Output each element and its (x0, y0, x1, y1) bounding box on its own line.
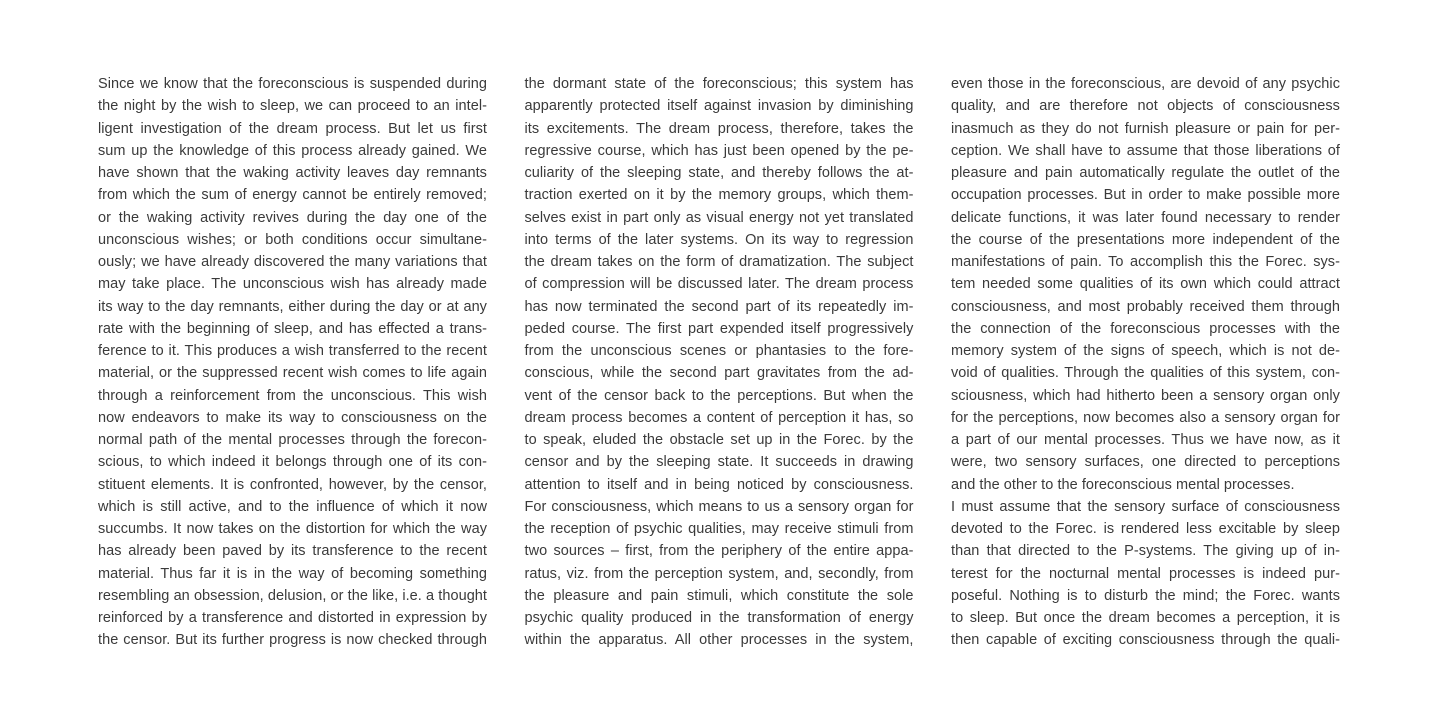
text-line: unconscious wishes; or both conditions occur simultane- (98, 231, 487, 248)
text-line: for the perceptions, now becomes also a sensory organ for (951, 409, 1340, 426)
text-line: succumbs. It now takes on the distortion for which the way (98, 521, 487, 537)
text-line: ligent investigation of the dream process. But let us first (98, 120, 487, 137)
text-line: normal path of the mental processes through the forecon- (98, 432, 487, 448)
text-line: the reception of psychic qualities, may receive stimuli from (524, 521, 914, 537)
text-line: memory system of the signs of speech, which is not de- (951, 343, 1340, 359)
text-line: dream process becomes a content of perception it has, so (524, 409, 914, 426)
text-line: vent of the censor back to the perceptions. But when the (524, 387, 914, 404)
text-line: terest for the nocturnal mental processes is indeed pur- (951, 565, 1340, 582)
text-line: I must assume that the sensory surface of consciousness (951, 498, 1340, 515)
text-line: to sleep. But once the dream becomes a perception, it is (951, 610, 1340, 626)
text-line: has now terminated the second part of its repeatedly im- (524, 298, 914, 315)
text-line: tem needed some qualities of its own which could attract (951, 276, 1340, 293)
text-line: ception. We shall have to assume that those liberations of (951, 142, 1340, 159)
text-line: from which the sum of energy cannot be entirely removed; (98, 187, 487, 204)
text-line: have shown that the waking activity leaves day remnants (98, 165, 487, 181)
text-line: ously; we have already discovered the many variations that (98, 254, 487, 270)
text-column-1 (98, 73, 487, 652)
text-line: even those in the foreconscious, are devoid of any psychic (951, 76, 1340, 92)
text-line: two sources – first, from the periphery of the entire appa- (524, 543, 914, 560)
text-line: delicate functions, it was later found necessary to render (951, 209, 1340, 226)
text-line: material, or the suppressed recent wish comes to life again (98, 365, 487, 382)
text-line: sum up the knowledge of this process already gained. We (98, 142, 487, 159)
text-line: Since we know that the foreconscious is suspended during (98, 76, 487, 92)
text-line: psychic quality produced in the transformation of energy (524, 610, 914, 626)
text-line: were, two sensory surfaces, one directed to perceptions (951, 454, 1340, 471)
text-line: regressive course, which has just been opened by the pe- (524, 142, 914, 159)
text-line: inasmuch as they do not furnish pleasure or pain for per- (951, 120, 1340, 137)
text-line: its way to the day remnants, either during the day or at any (98, 298, 487, 315)
text-line: stituent elements. It is confronted, however, by the censor, (98, 476, 487, 493)
text-line: of compression will be discussed later. The dream process (524, 276, 914, 293)
text-line: the course of the presentations more independent of the (951, 231, 1340, 248)
text-line: its excitements. The dream process, therefore, takes the (524, 120, 914, 137)
text-line: culiarity of the sleeping state, and thereby follows the at- (524, 165, 914, 181)
text-line: through a reinforcement from the unconscious. This wish (98, 387, 487, 404)
text-line: and the other to the foreconscious mental processes. (951, 476, 1295, 493)
text-line: a part of our mental processes. Thus we have now, as it (951, 432, 1340, 448)
text-line: ratus, viz. from the perception system, and, secondly, from (524, 565, 914, 582)
text-line: the dream takes on the form of dramatization. The subject (524, 254, 914, 270)
text-line: devoted to the Forec. is rendered less excitable by sleep (951, 521, 1340, 537)
text-line: void of qualities. Through the qualities of this system, con- (951, 365, 1340, 382)
text-line: manifestations of pain. To accomplish this the Forec. sys- (951, 254, 1340, 270)
text-line: resembling an obsession, delusion, or the like, i.e. a thought (98, 587, 487, 604)
text-line: quality, and are therefore not objects of consciousness (951, 98, 1340, 115)
text-line: material. Thus far it is in the way of becoming something (98, 565, 487, 582)
text-line: or the waking activity revives during the day one of the (98, 209, 487, 226)
text-line: from the unconscious scenes or phantasies to the fore- (524, 343, 914, 359)
text-line: censor and by the sleeping state. It succeeds in drawing (524, 454, 914, 471)
text-line: apparently protected itself against invasion by diminishing (524, 98, 914, 115)
text-line: conscious, while the second part gravitates from the ad- (524, 365, 914, 382)
text-line: rate with the beginning of sleep, and has effected a trans- (98, 320, 487, 337)
text-line: the censor. But its further progress is now checked through (98, 632, 487, 649)
text-line: the night by the wish to sleep, we can proceed to an intel- (98, 98, 487, 115)
text-line: scious, to which indeed it belongs through one of its con- (98, 454, 487, 471)
text-line: For consciousness, which means to us a sensory organ for (524, 498, 914, 515)
text-line: the dormant state of the foreconscious; this system has (524, 76, 914, 92)
text-column-3 (951, 73, 1340, 652)
text-line: sciousness, which had hitherto been a sensory organ only (951, 387, 1340, 404)
text-line: traction exerted on it by the memory groups, which them- (524, 187, 914, 204)
text-line: consciousness, and most probably received them through (951, 298, 1340, 315)
text-line: which is still active, and to the influence of which it now (98, 498, 487, 515)
text-line: has already been paved by its transference to the recent (98, 543, 487, 560)
text-line: occupation processes. But in order to make possible more (951, 187, 1340, 204)
text-line: selves exist in part only as visual energy not yet translated (524, 209, 914, 226)
text-column-2 (525, 73, 914, 652)
text-columns (98, 73, 1340, 652)
text-line: ference to it. This produces a wish transferred to the recent (98, 343, 487, 359)
text-line: peded course. The first part expended itself progressively (524, 320, 914, 337)
text-line: then capable of exciting consciousness through the quali- (951, 632, 1340, 649)
text-line: the pleasure and pain stimuli, which constitute the sole (524, 587, 914, 604)
text-line: may take place. The unconscious wish has already made (98, 276, 487, 293)
text-line: pleasure and pain automatically regulate the outlet of the (951, 165, 1340, 181)
text-line: the connection of the foreconscious processes with the (951, 320, 1340, 337)
text-line: reinforced by a transference and distorted in expression by (98, 610, 487, 626)
text-line: into terms of the later systems. On its way to regression (524, 231, 914, 248)
text-line: attention to itself and in being noticed by consciousness. (524, 476, 914, 493)
text-line: within the apparatus. All other processes in the system, (524, 632, 914, 649)
text-line: now endeavors to make its way to consciousness on the (98, 409, 487, 426)
text-line: poseful. Nothing is to disturb the mind; the Forec. wants (951, 587, 1340, 604)
text-line: to speak, eluded the obstacle set up in the Forec. by the (524, 432, 914, 448)
text-line: than that directed to the P-systems. The giving up of in- (951, 543, 1340, 560)
